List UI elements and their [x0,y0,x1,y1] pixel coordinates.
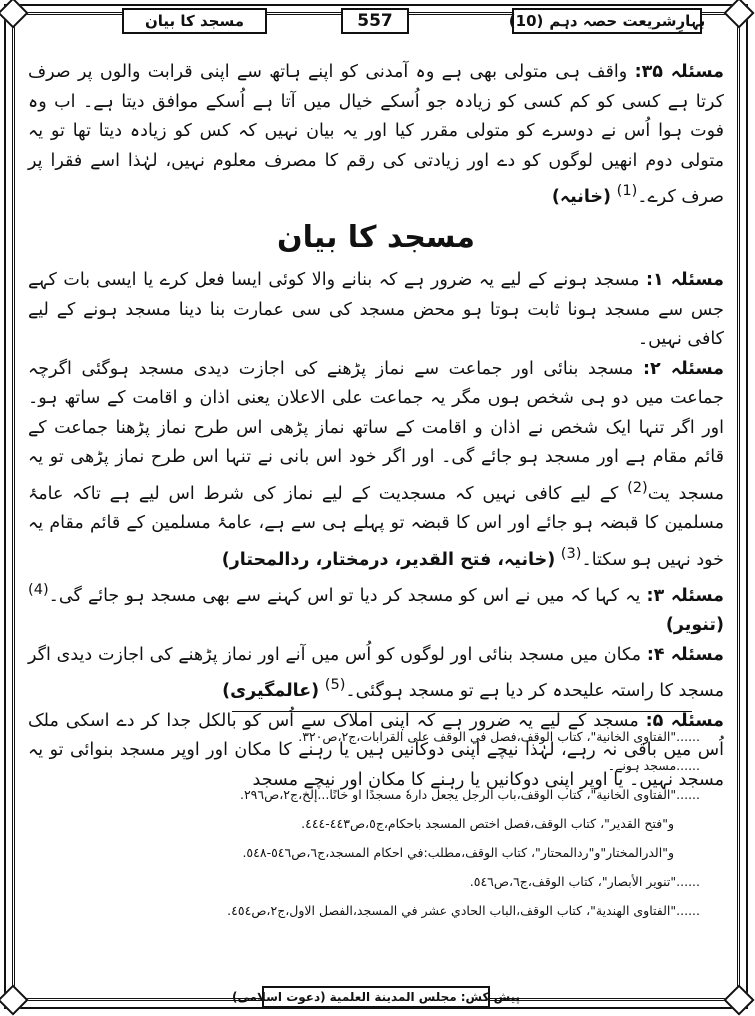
footnote-text: "الفتاوی الخانية"، كتاب الوقف،باب الرجل يجعل دارهٗ مسجدًا او خانًا...إلخ،ج٢،ص٢٩٦. [239,787,677,802]
footnote-dots: ...... [676,874,700,889]
publisher-org: (دعوت اسلامی) [231,990,326,1004]
masala-text: واقف ہی متولی بھی ہے وہ آمدنی کو اپنے ہاتھ سے اپنی قرابت والوں پر صرف کرتا ہے کسی کو کم کسی کو زیادہ جو اُسکے خیال میں آتا ہے اُسکے موافق دیتا ہے۔ اب وہ فوت ہوا اُس نے دوسرے کو متولی مقرر کیا اور یہ بیان نہیں کہ کس کو زیادہ دیتا تھا تو یہ متولی دوم انھیں لوگوں کو دے اور زیادتی کی رقم کا مصرف معلوم نہیں، لہٰذا اسے فقرا پر صرف کرے۔ [28,62,724,207]
masala-label: مسئلہ ۴: [646,644,724,665]
page-header [22,8,730,36]
footnote-dots: ...... [676,729,700,744]
footnote-ref: (5) [324,676,346,694]
masala-text: مسجد کے لیے یہ ضرور ہے کہ اپنی املاک سے اُس کو بالکل جدا کر دے اسکی ملک اُس میں باقی نہ رہے، لہٰذا نیچے اپنی دوکانیں ہیں یا رہنے کا مکان اور اوپر مسجد بنوائی تو یہ مسجد نہیں۔ یا اوپر اپنی دوکانیں یا رہنے کا مکان اور نیچے مسجد [28,710,724,790]
body-text [28,58,724,795]
chapter-title: مسجد کا بیان [122,8,267,34]
footnote-text: "الفتاوی الهندية"، كتاب الوقف،الباب الحادي عشر في المسجد،الفصل الاول،ج٢،ص٤٥٤. [227,903,677,918]
masala-label: مسئلہ ۵: [645,710,724,731]
book-title-box [508,8,706,34]
footnote [40,780,700,809]
footnote-dots: ...... [676,903,700,918]
footnote [40,722,700,751]
volume-number: (10) [508,12,544,30]
source-citation: (تنویر) [665,615,724,636]
masala-label: مسئلہ ۳۵: [634,62,724,82]
footnote-text: و"الدرالمختار"و"ردالمحتار"، كتاب الوقف،مطلب:في احكام المسجد،ج٦،ص٥٤٦-٥٤٨. [242,845,674,860]
footnote [40,838,700,867]
footnote-ref: (3) [560,544,582,562]
footnote-divider [232,711,692,712]
footnote-ref: (4) [28,580,49,598]
masala-label: مسئلہ ۲: [643,358,725,379]
footer-label: پیش کش: [460,990,521,1004]
masala-paragraph [28,58,724,212]
masala-text: مکان میں مسجد بنائی اور لوگوں کو اُس میں آنے اور نماز پڑھنے کی اجازت دیدی اگر مسجد کا راستہ علیحدہ کر دیا ہے تو مسجد ہوگئی۔ [28,644,724,702]
masala-text: مسجد ہونے کے لیے یہ ضرور ہے کہ بنانے والا کوئی ایسا فعل کرے یا ایسی بات کہے جس سے مسجد ہونا ثابت ہوتا ہو محض مسجد کی سی عمارت بنا دینا مسجد ہونے کے لیے کافی نہیں۔ [28,270,724,350]
masala-label: مسئلہ ۱: [646,270,724,291]
book-title: بہارِشریعت حصہ دہم [549,12,706,30]
footnote-text: "الفتاوی الخانية"، كتاب الوقف،فصل في الوقف على القرابات،ج٢،ص٣٢٠. [298,729,677,744]
publisher-name: مجلس المدينة العلمية [329,990,457,1004]
footnote [40,867,700,896]
footnote [40,809,700,838]
masala-text: کے لیے کافی نہیں کہ مسجدیت کے لیے نماز کی شرط اس لیے ہے تاکہ عامۂ مسلمین کا قبضہ ہو جائے اور اس کا قبضہ تو پہلے ہی سے ہے، عامۂ مسلمین کے قائم مقام یہ خود نہیں ہو سکتا۔ [28,483,724,570]
source-citation: (خانیہ) [551,186,612,207]
section-heading: مسجد کا بیان [276,220,476,256]
footnote-dots: ...... [676,787,700,802]
footnote [40,751,700,780]
footnote-text: "تنوير الأبصار"، كتاب الوقف،ج٦،ص٥٤٦. [469,874,677,889]
footnote-dots: ...... [676,758,700,773]
masala-paragraph [28,266,724,355]
footnote-text: مسجد ہونے۔ [607,758,677,773]
footnotes [40,722,700,925]
masala-paragraph [28,575,724,641]
publisher-footer [231,986,521,1008]
masala-text: مسجد بنائی اور جماعت سے نماز پڑھنے کی اجازت دیدی مسجد ہوگئی اگرچہ جماعت میں دو ہی شخص ہوں مگر یہ جماعت علی الاعلان یعنی اذان و اقامت کے ساتھ ہو۔ اور اگر تنہا ایک شخص نے اذان و اقامت کے ساتھ نماز پڑھی اس طرح نماز پڑھنا جماعت کے قائم مقام ہے اور مسجد ہو جائے گی۔ اور اگر خود اس بانی نے تنہا اس طرح نماز پڑھی تو یہ مسجد یت [28,358,724,504]
footnote-text: و"فتح القدير"، كتاب الوقف،فصل اختص المسجد باحكام،ج٥،ص٤٤٣-٤٤٤. [301,816,674,831]
masala-paragraph [28,355,724,575]
footnote [40,896,700,925]
footnote-ref: (1) [616,182,638,199]
source-citation: (عالمگیری) [222,681,320,702]
source-citation: (خانیہ، فتح القدیر، درمختار، ردالمحتار) [221,549,556,570]
page-number: 557 [341,8,409,34]
masala-paragraph [28,641,724,707]
masala-label: مسئلہ ۳: [646,585,724,606]
footnote-ref: (2) [627,478,648,496]
masala-text: یہ کہا کہ میں نے اس کو مسجد کر دیا تو اس کہنے سے بھی مسجد ہو جائے گی۔ [48,585,647,606]
